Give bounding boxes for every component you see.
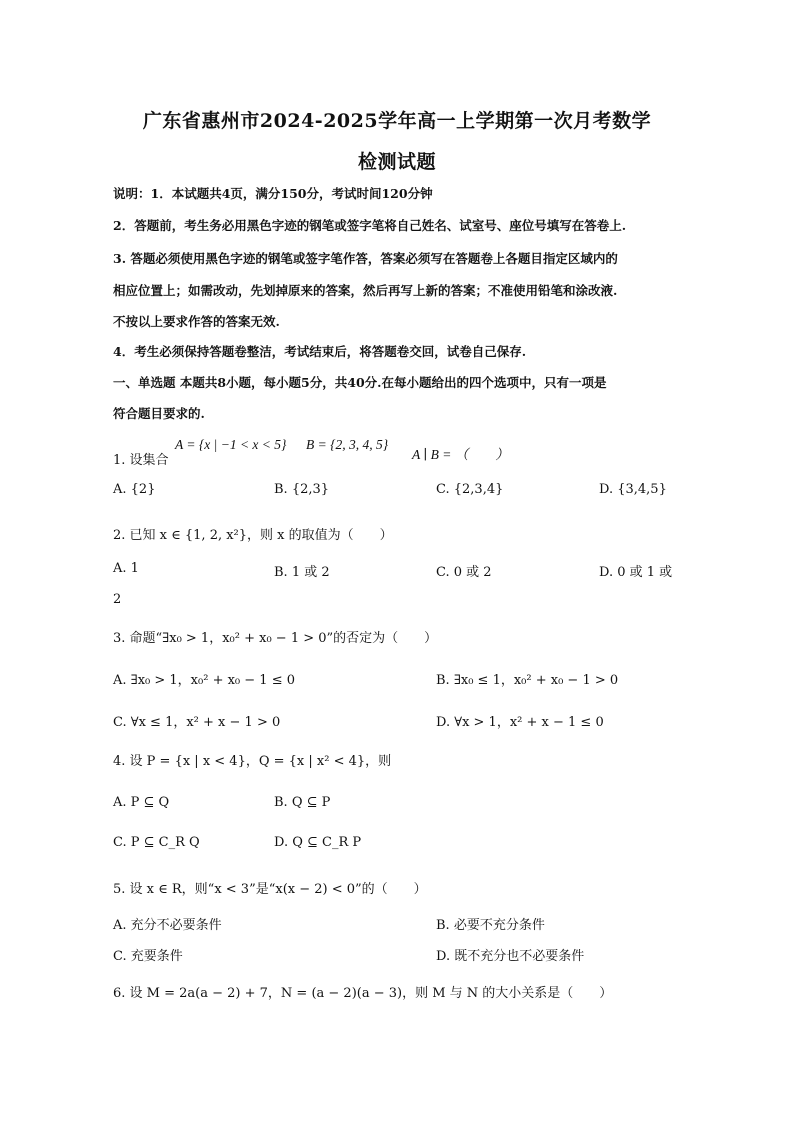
instruction-1: 说明：1．本试题共4页，满分150分，考试时间120分钟 bbox=[113, 186, 433, 201]
q5-option-d: D. 既不充分也不必要条件 bbox=[436, 949, 585, 964]
q5-option-a: A. 充分不必要条件 bbox=[113, 918, 222, 933]
q6-stem: 6. 设 M = 2a(a − 2) + 7，N = (a − 2)(a − 3)，则 M 与 N 的大小关系是（ ） bbox=[113, 986, 613, 1001]
q1-option-a: A. {2} bbox=[113, 482, 156, 497]
q3-option-a: A. ∃x₀ > 1，x₀² + x₀ − 1 ≤ 0 bbox=[113, 673, 295, 688]
q1-set-b: B = {2, 3, 4, 5} bbox=[306, 437, 389, 452]
q4-option-d: D. Q ⊆ C_R P bbox=[274, 835, 362, 850]
q2-option-a: A. 1 bbox=[113, 561, 139, 576]
q5-option-c: C. 充要条件 bbox=[113, 949, 183, 964]
q2-stem: 2. 已知 x ∈ {1, 2, x²}，则 x 的取值为（ ） bbox=[113, 528, 393, 543]
instruction-3-cont2: 不按以上要求作答的答案无效. bbox=[113, 314, 280, 329]
q1-set-a: A = {x | −1 < x < 5} bbox=[175, 437, 287, 452]
q3-option-b: B. ∃x₀ ≤ 1，x₀² + x₀ − 1 > 0 bbox=[436, 673, 619, 688]
q4-option-b: B. Q ⊆ P bbox=[274, 795, 331, 810]
q4-stem: 4. 设 P = {x | x < 4}，Q = {x | x² < 4}，则 bbox=[113, 754, 392, 769]
q4-option-a: A. P ⊆ Q bbox=[113, 795, 170, 810]
instruction-2: 2．答题前，考生务必用黑色字迹的钢笔或签字笔将自己姓名、试室号、座位号填写在答卷上. bbox=[113, 218, 627, 233]
q2-option-d-wrap: 2 bbox=[113, 592, 122, 607]
q4-option-c: C. P ⊆ C_R Q bbox=[113, 835, 200, 850]
q5-option-b: B. 必要不充分条件 bbox=[436, 918, 545, 933]
q1-option-c: C. {2,3,4} bbox=[436, 482, 504, 497]
exam-title-line2: 检测试题 bbox=[357, 151, 436, 173]
q1-option-d: D. {3,4,5} bbox=[599, 482, 667, 497]
q1-stem-prefix: 1. 设集合 bbox=[113, 453, 169, 468]
section-heading: 一、单选题 本题共8小题，每小题5分，共40分.在每小题给出的四个选项中，只有一项是 bbox=[113, 375, 607, 390]
q1-option-b: B. {2,3} bbox=[274, 482, 330, 497]
instruction-3-cont: 相应位置上；如需改动，先划掉原来的答案，然后再写上新的答案；不准使用铅笔和涂改液. bbox=[113, 283, 618, 298]
exam-title-line1: 广东省惠州市2024-2025学年高一上学期第一次月考数学 bbox=[142, 110, 652, 132]
instruction-4: 4．考生必须保持答题卷整洁，考试结束后，将答题卷交回，试卷自己保存. bbox=[113, 344, 527, 359]
q2-option-d: D. 0 或 1 或 bbox=[599, 565, 673, 580]
section-heading-cont: 符合题目要求的. bbox=[113, 406, 205, 421]
instruction-3: 3. 答题必须使用黑色字迹的钢笔或签字笔作答，答案必须写在答题卷上各题目指定区域内的 bbox=[113, 251, 618, 266]
q3-stem: 3. 命题“∃x₀ > 1，x₀² + x₀ − 1 > 0”的否定为（ ） bbox=[113, 631, 438, 646]
q1-ask: A ∣ B = （ ） bbox=[412, 447, 509, 462]
q2-option-c: C. 0 或 2 bbox=[436, 565, 492, 580]
q3-option-d: D. ∀x > 1，x² + x − 1 ≤ 0 bbox=[436, 715, 604, 730]
q5-stem: 5. 设 x ∈ R，则“x < 3”是“x(x − 2) < 0”的（ ） bbox=[113, 882, 427, 897]
q2-option-b: B. 1 或 2 bbox=[274, 565, 330, 580]
q3-option-c: C. ∀x ≤ 1，x² + x − 1 > 0 bbox=[113, 715, 281, 730]
